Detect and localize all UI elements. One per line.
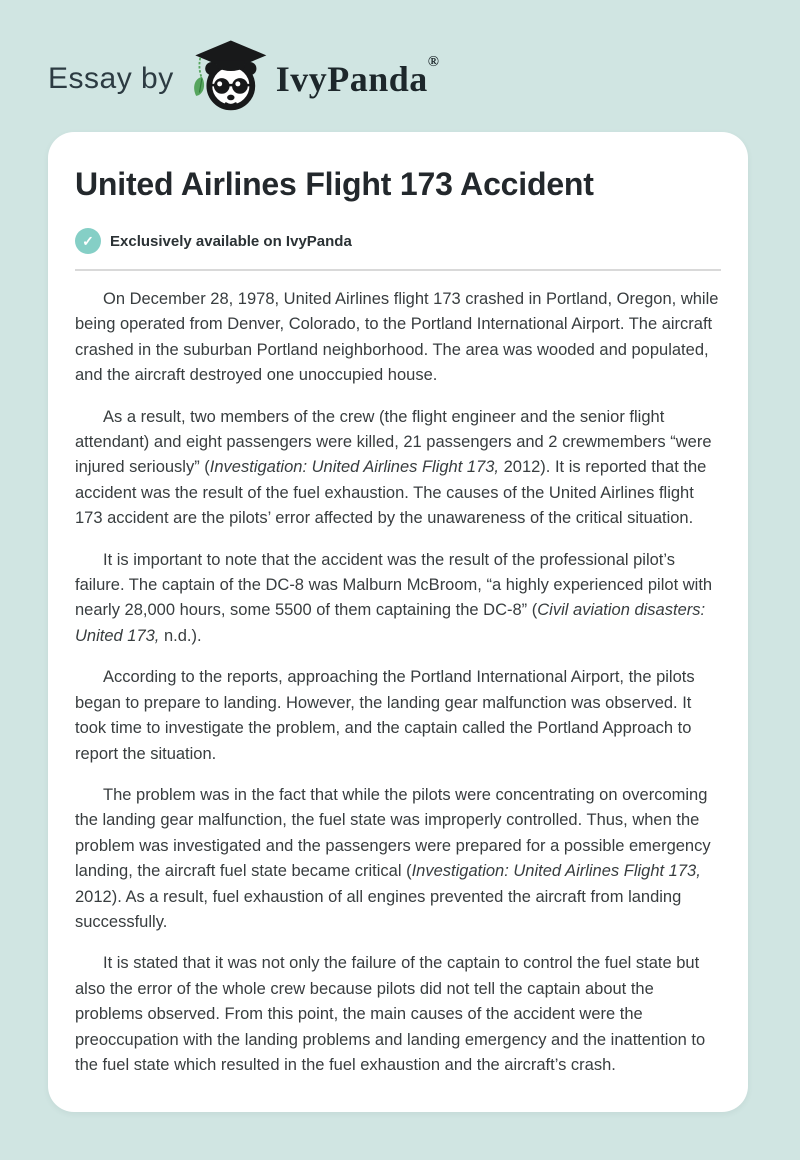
exclusive-badge: [75, 228, 721, 254]
essay-paragraph: As a result, two members of the crew (the flight engineer and the senior flight attendant) and eight passengers were killed, 21 passengers and 2 crewmembers “were injured seriously” (Investigation: United Airlines Flight 173, 2012). It is reported that the accident was the result of the fuel exhaustion. The causes of the United Airlines flight 173 accident are the pilots’ error affected by the unawareness of the critical situation.: [75, 407, 712, 528]
essay-paragraph: It is important to note that the accident was the result of the professional pilot’s failure. The captain of the DC-8 was Malburn McBroom, “a highly experienced pilot with nearly 28,000 hours, some 5500 of them captaining the DC-8” (Civil aviation disasters: United 173, n.d.).: [75, 550, 713, 645]
panda-graduate-icon: [192, 38, 268, 114]
essay-by-label: Essay by: [48, 62, 174, 95]
essay-card: [48, 132, 748, 1112]
exclusive-badge-label: Exclusively available on IvyPanda: [110, 232, 352, 250]
essay-paragraph: On December 28, 1978, United Airlines flight 173 crashed in Portland, Oregon, while being operated from Denver, Colorado, to the Portland International Airport. The aircraft crashed in the suburban Portland neighborhood. The area was wooded and populated, and the aircraft destroyed one unoccupied house.: [75, 290, 719, 385]
essay-body: [75, 287, 721, 1078]
page-title: United Airlines Flight 173 Accident: [75, 166, 594, 202]
site-header: [0, 0, 800, 124]
brand-link[interactable]: [192, 44, 440, 114]
brand-name: IvyPanda®: [275, 54, 440, 99]
essay-paragraph: The problem was in the fact that while the pilots were concentrating on overcoming the landing gear malfunction, the fuel state was improperly controlled. Thus, when the problem was investigated and the passengers were prepared for a possible emergency landing, the aircraft fuel state became critical (Investigation: United Airlines Flight 173, 2012). As a result, fuel exhaustion of all engines prevented the aircraft from landing successfully.: [75, 785, 711, 931]
registered-mark: ®: [427, 54, 440, 70]
check-icon: ✓: [75, 228, 101, 254]
essay-paragraph: It is stated that it was not only the failure of the captain to control the fuel state but also the error of the whole crew because pilots did not tell the captain about the problems observed. From this point, the main causes of the accident were the preoccupation with the landing problems and landing emergency and the inattention to the fuel state which resulted in the fuel exhaustion and the aircraft’s crash.: [75, 954, 706, 1074]
divider: [75, 269, 721, 271]
essay-paragraph: According to the reports, approaching the Portland International Airport, the pilots began to prepare to landing. However, the landing gear malfunction was observed. It took time to investigate the problem, and the captain called the Portland Approach to report the situation.: [75, 668, 695, 763]
